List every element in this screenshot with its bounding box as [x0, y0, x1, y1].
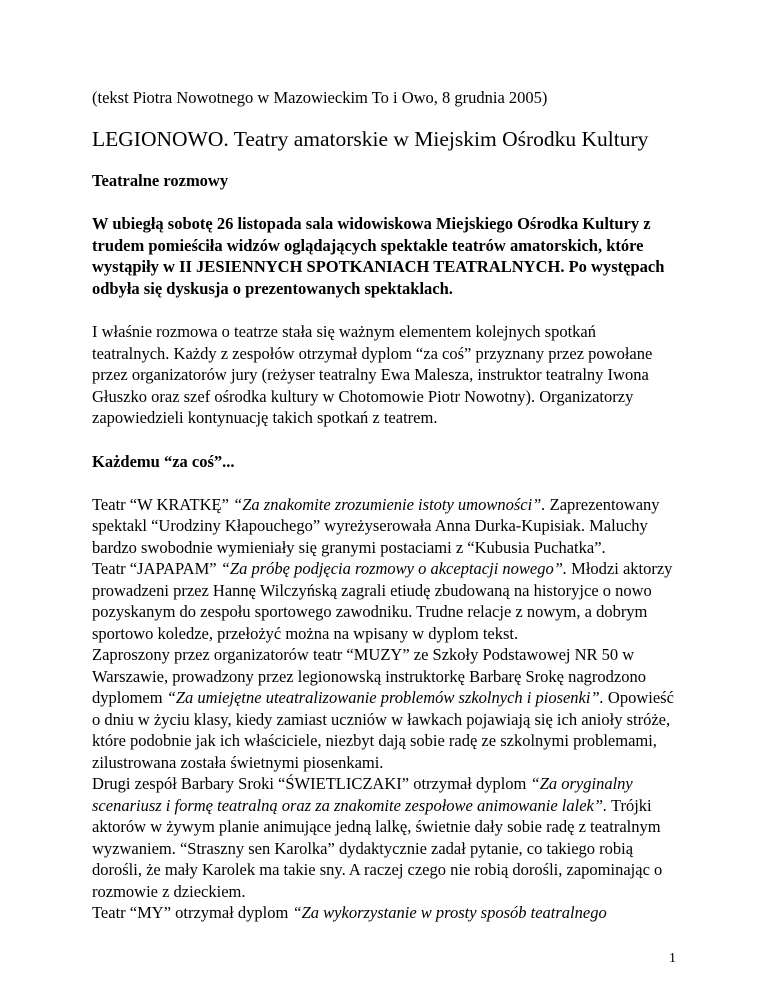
entry-swietliczaki — [92, 773, 676, 902]
entry-w-kratke — [92, 494, 676, 559]
entry-text: Zaproszony przez organizatorów teatr “MUZY” ze Szkoły Podstawowej NR 50 w Warszawie, prowadzony przez legionowską instruktorkę Barbarę Srokę nagrodzono dyplomem — [92, 645, 646, 707]
entry-my — [92, 902, 676, 924]
award-text: “Za wykorzystanie w prosty sposób teatralnego — [292, 903, 607, 922]
entry-text: Teatr “W KRATKĘ” — [92, 494, 234, 514]
award-text: “Za umiejętne uteatralizowanie problemów szkolnych i piosenki”. — [166, 688, 604, 707]
section-title: Każdemu “za coś”... — [92, 451, 235, 471]
award-text: “Za oryginalny scenariusz i formę teatralną oraz za znakomite zespołowe animowanie lalek”. — [92, 774, 633, 815]
entry-muzy — [92, 644, 676, 773]
entry-text: Teatr “MY” otrzymał dyplom — [92, 903, 293, 922]
entry-japapam — [92, 558, 676, 644]
entry-text: Trójki aktorów w żywym planie animujące jedną lalkę, świetnie dały sobie radę z teatralnym wyzwaniem. “Straszny sen Karolka” dydaktycznie zadał pytanie, co takiego robią dorośli, że mały Karolek ma takie sny. A raczej czego nie robią dorośli, zapominając o rozmowie z dzieckiem. — [92, 795, 663, 901]
theatre-entries — [92, 494, 676, 924]
lead-paragraph: W ubiegłą sobotę 26 listopada sala widowiskowa Miejskiego Ośrodka Kultury z trudem pomieściła widzów oglądających spektakle teatrów amatorskich, które wystąpiły w II JESIENNYCH SPOTKANIACH TEATRALNYCH. Po występach odbyła się dyskusja o prezentowanych spektaklach. — [92, 214, 665, 298]
intro-paragraph: I właśnie rozmowa o teatrze stała się ważnym elementem kolejnych spotkań teatralnych. Każdy z zespołów otrzymał dyplom “za coś” przyznany przez powołane przez organizatorów jury (reżyser teatralny Ewa Malesza, instruktor teatralny Iwona Głuszko oraz szef ośrodka kultury w Chotomowie Piotr Nowotny). Organizatorzy zapowiedzieli kontynuację takich spotkań z teatrem. — [92, 322, 653, 427]
entry-text: Opowieść o dniu w życiu klasy, kiedy zamiast uczniów w ławkach pojawiają się ich anioły stróże, które podobnie jak ich właściciele, niezbyt dają sobie radę ze szkolnymi problemami, zilustrowana została świetnymi piosenkami. — [92, 688, 674, 772]
entry-text: Zaprezentowany spektakl “Urodziny Kłapouchego” wyreżyserowała Anna Durka-Kupisiak. Maluchy bardzo swobodnie wymieniały się granymi postaciami z “Kubusia Puchatka”. — [92, 494, 660, 557]
award-text: “Za znakomite zrozumienie istoty umowności”. — [233, 494, 546, 514]
entry-text: Drugi zespół Barbary Sroki “ŚWIETLICZAKI” otrzymał dyplom — [92, 774, 531, 793]
source-line: (tekst Piotra Nowotnego w Mazowieckim To i Owo, 8 grudnia 2005) — [92, 88, 548, 107]
page-number: 1 — [669, 951, 676, 966]
award-text: “Za próbę podjęcia rozmowy o akceptacji nowego”. — [220, 559, 568, 578]
article-subhead: Teatralne rozmowy — [92, 171, 229, 190]
article-headline: LEGIONOWO. Teatry amatorskie w Miejskim Ośrodku Kultury — [92, 127, 649, 151]
entry-text: Teatr “JAPAPAM” — [92, 559, 221, 578]
entry-text: Młodzi aktorzy prowadzeni przez Hannę Wilczyńską zagrali etiudę zbudowaną na historyjce o nowo pozyskanym do zespołu sportowego zawodniku. Trudne relacje z nowym, a dobrym sportowo koledze, przełożyć można na wpisany w dyplom tekst. — [92, 559, 673, 643]
